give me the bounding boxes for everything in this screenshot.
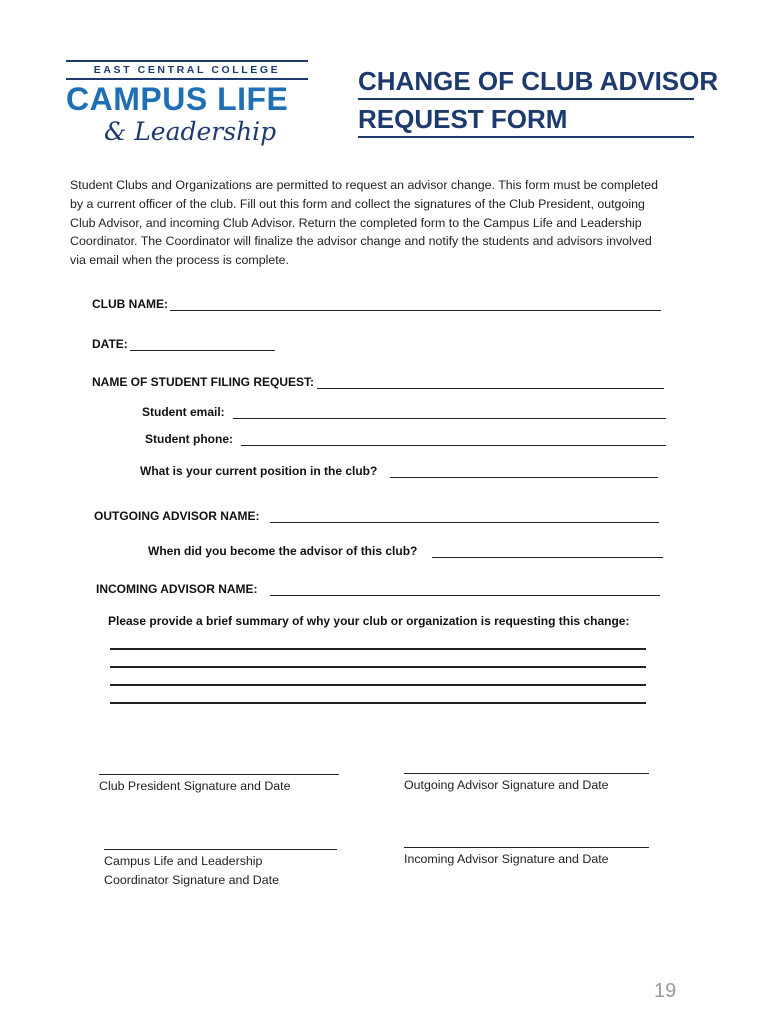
- student-filing-line[interactable]: [317, 388, 664, 389]
- logo-college-name: EAST CENTRAL COLLEGE: [93, 64, 281, 76]
- coordinator-signature-line[interactable]: [104, 849, 337, 850]
- summary-line[interactable]: [110, 702, 646, 704]
- outgoing-advisor-signature-label: Outgoing Advisor Signature and Date: [404, 778, 609, 792]
- summary-prompt: Please provide a brief summary of why your club or organization is requesting this change:: [108, 614, 630, 628]
- college-logo: [66, 60, 310, 156]
- outgoing-advisor-label: OUTGOING ADVISOR NAME:: [94, 509, 260, 523]
- club-name-label: CLUB NAME:: [92, 297, 168, 311]
- student-email-line[interactable]: [233, 418, 666, 419]
- current-position-label: What is your current position in the club?: [140, 464, 378, 478]
- student-filing-label: NAME OF STUDENT FILING REQUEST:: [92, 375, 314, 389]
- summary-line[interactable]: [110, 684, 646, 686]
- summary-line[interactable]: [110, 648, 646, 650]
- title-underline-2: [358, 136, 694, 138]
- page-number: 19: [654, 980, 677, 1002]
- date-line[interactable]: [130, 350, 275, 351]
- student-email-label: Student email:: [142, 405, 225, 419]
- club-president-signature-line[interactable]: [99, 774, 339, 775]
- date-label: DATE:: [92, 337, 128, 351]
- intro-paragraph: Student Clubs and Organizations are permitted to request an advisor change. This form must be completed by a current officer of the club. Fill out this form and collect the signatures of the Club President, outgoing Club Advisor, and incoming Club Advisor. Return the completed form to the Campus Life and Leadership Coordinator. The Coordinator will finalize the advisor change and notify the students and advisors involved via email when the process is complete.: [70, 178, 658, 268]
- student-phone-label: Student phone:: [145, 432, 233, 446]
- form-title-line1: CHANGE OF CLUB ADVISOR: [358, 66, 719, 96]
- coordinator-signature-label-line2: Coordinator Signature and Date: [104, 873, 279, 887]
- became-advisor-label: When did you become the advisor of this club?: [148, 544, 418, 558]
- logo-top-rule: [66, 60, 308, 62]
- incoming-advisor-signature-label: Incoming Advisor Signature and Date: [404, 852, 609, 866]
- logo-mid-rule: [66, 78, 308, 80]
- logo-campus-life: CAMPUS LIFE: [66, 81, 289, 117]
- outgoing-advisor-signature-line[interactable]: [404, 773, 649, 774]
- logo-leadership-script: & Leadership: [104, 117, 277, 146]
- incoming-advisor-label: INCOMING ADVISOR NAME:: [96, 582, 258, 596]
- outgoing-advisor-line[interactable]: [270, 522, 659, 523]
- became-advisor-line[interactable]: [432, 557, 663, 558]
- student-phone-line[interactable]: [241, 445, 666, 446]
- current-position-line[interactable]: [390, 477, 658, 478]
- incoming-advisor-signature-line[interactable]: [404, 847, 649, 848]
- incoming-advisor-line[interactable]: [270, 595, 660, 596]
- title-underline-1: [358, 98, 694, 100]
- coordinator-signature-label-line1: Campus Life and Leadership: [104, 854, 263, 868]
- form-title-line2: REQUEST FORM: [358, 104, 568, 134]
- club-name-line[interactable]: [170, 310, 661, 311]
- summary-line[interactable]: [110, 666, 646, 668]
- club-president-signature-label: Club President Signature and Date: [99, 779, 291, 793]
